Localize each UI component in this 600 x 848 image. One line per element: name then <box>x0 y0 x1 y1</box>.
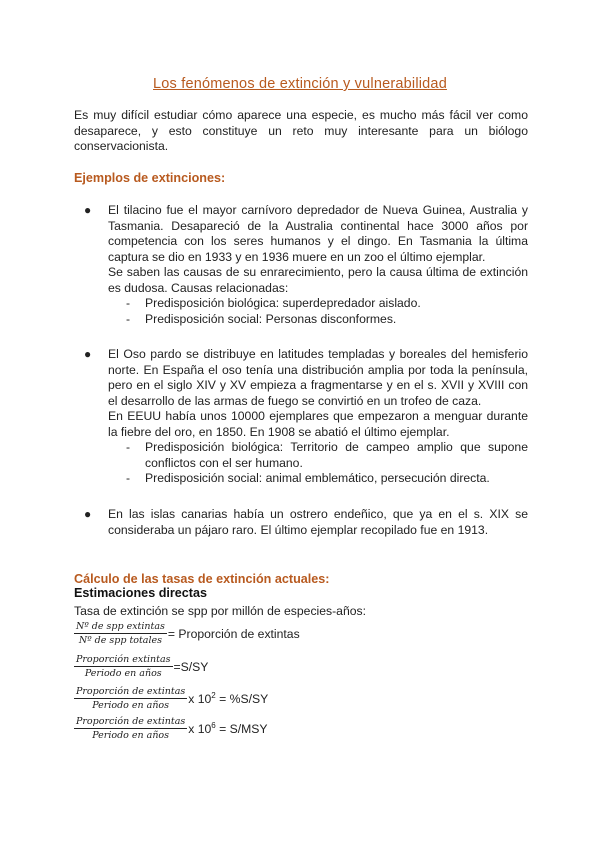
formula-result <box>188 692 268 706</box>
dash-marker: - <box>126 440 131 454</box>
sub-list-item <box>126 296 528 312</box>
bullet-icon: ● <box>84 203 92 217</box>
formula-exponent: 2 <box>211 690 216 700</box>
sub-list-item <box>126 440 528 471</box>
fraction-denominator: Periodo en años <box>84 668 162 679</box>
examples-heading: Ejemplos de extinciones: <box>74 171 226 185</box>
example-paragraph: En EEUU había unos 10000 ejemplares que empezaron a menguar durante la fiebre del oro, en 1850. En 1908 se abatió el último ejemplar. <box>108 409 528 439</box>
dash-marker: - <box>126 311 131 326</box>
fraction <box>74 621 167 646</box>
fraction-numerator: Proporción extintas <box>76 654 171 665</box>
formula-percent <box>74 686 268 711</box>
formula-proportion <box>74 621 300 646</box>
page-title: Los fenómenos de extinción y vulnerabilidad <box>153 76 447 92</box>
sub-item-text: Predisposición biológica: Territorio de campeo amplio que supone conflictos con el ser humano. <box>145 440 528 470</box>
formula-exponent: 6 <box>211 720 216 730</box>
fraction-denominator: Periodo en años <box>92 730 170 741</box>
fraction-numerator: Nº de spp extintas <box>76 621 165 632</box>
bullet-icon: ● <box>84 347 92 361</box>
formula-equals: = S/MSY <box>215 721 268 736</box>
sub-list-item <box>126 312 528 328</box>
formula-msy <box>74 716 268 741</box>
example-item-ostrero <box>108 507 528 538</box>
intro-paragraph: Es muy difícil estudiar cómo aparece una especie, es mucho más fácil ver como desaparece, y esto constituye un reto muy interesante para un biólogo conservacionista. <box>74 108 528 153</box>
formula-result: =S/SY <box>173 659 209 674</box>
example-paragraph: El Oso pardo se distribuye en latitudes templadas y boreales del hemisferio norte. En España el oso tenía una distribución amplia por toda la península, pero en el siglo XIV y XV empieza a fragmentarse y en el s. XVII y XVIII con el desarrollo de las armas de fuego se convirtió en un trofeo de caza. <box>108 347 528 408</box>
dash-marker: - <box>126 296 131 310</box>
example-item-tilacino <box>108 203 528 327</box>
fraction-denominator: Periodo en años <box>92 700 170 711</box>
formula-rate <box>74 654 208 679</box>
fraction-numerator: Proporción de extintas <box>76 716 186 727</box>
formula-multiplier: x 10 <box>188 691 212 706</box>
sub-item-text: Predisposición social: animal emblemático, persecución directa. <box>145 471 490 485</box>
sub-item-text: Predisposición social: Personas disconformes. <box>145 311 397 326</box>
example-paragraph: El tilacino fue el mayor carnívoro depredador de Nueva Guinea, Australia y Tasmania. Desapareció de la Australia continental hace 3000 años por competencia con los seres humanos y el dingo. En Tasmania la última captura se dio en 1933 y en 1936 muere en un zoo el último ejemplar. <box>108 203 528 264</box>
formula-multiplier: x 10 <box>188 721 212 736</box>
fraction-denominator: Nº de spp totales <box>78 635 163 646</box>
fraction <box>74 686 187 711</box>
calc-description: Tasa de extinción se spp por millón de especies-años: <box>74 604 366 618</box>
example-paragraph: En las islas canarias había un ostrero endeñico, que ya en el s. XIX se consideraba un pájaro raro. El último ejemplar recopilado fue en 1913. <box>108 507 528 537</box>
calc-heading: Cálculo de las tasas de extinción actuales: <box>74 572 330 586</box>
formula-result: = Proporción de extintas <box>167 626 300 641</box>
fraction <box>74 716 187 741</box>
calc-subheading: Estimaciones directas <box>74 586 207 600</box>
example-item-oso-pardo <box>108 347 528 487</box>
fraction <box>74 654 173 679</box>
sub-item-text: Predisposición biológica: superdepredador aislado. <box>145 296 421 310</box>
dash-marker: - <box>126 471 131 485</box>
formula-equals: = %S/SY <box>215 691 269 706</box>
fraction-numerator: Proporción de extintas <box>76 686 186 697</box>
formula-result <box>188 722 267 736</box>
bullet-icon: ● <box>84 507 92 521</box>
example-paragraph: Se saben las causas de su enrarecimiento, pero la causa última de extinción es dudosa. Causas relacionadas: <box>108 265 528 295</box>
sub-list-item <box>126 471 528 487</box>
